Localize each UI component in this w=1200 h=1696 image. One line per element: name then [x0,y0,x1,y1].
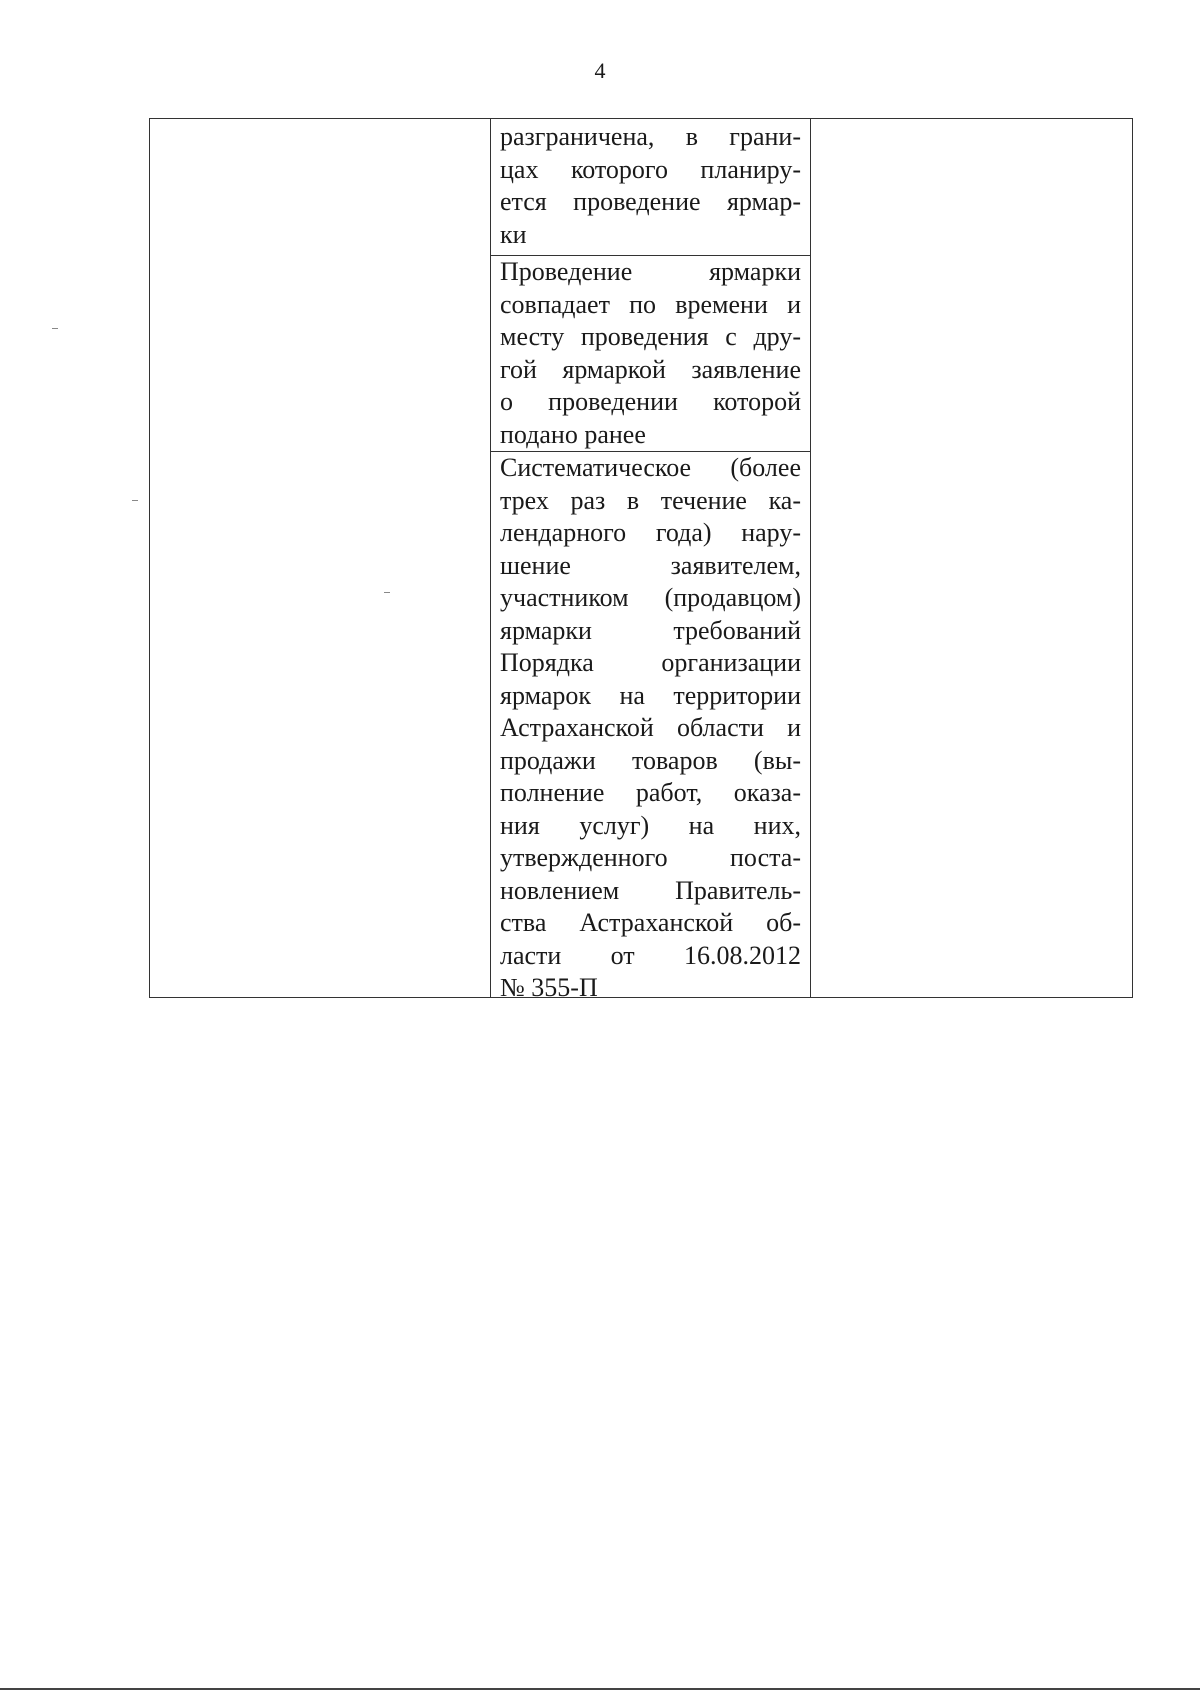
cell-text-line: о проведении которой [500,387,801,416]
cell-text-line: ласти от 16.08.2012 [500,940,801,970]
cell-text-line: цах которого планиру- [500,154,801,184]
cell-text-line: трех раз в течение ка- [500,485,801,515]
document-table [149,118,1133,1002]
cell-text-line: шение заявителем, [500,550,801,580]
cell-text-line: ния услуг) на них, [500,810,801,840]
cell-text-line: гой ярмаркой заявление [500,354,801,384]
cell-text-line: новлением Правитель- [500,875,801,905]
cell-text-line: лендарного года) нару- [500,518,801,547]
scan-speck [132,500,138,501]
table-cell-systematic-violation [490,451,810,1002]
table-column-left [150,119,491,997]
table-cell-schedule-conflict [490,255,810,451]
cell-text-line: № 355-П [500,973,598,1002]
cell-text-line: Порядка организации [500,648,801,677]
cell-text-line: ярмарок на территории [500,680,801,710]
cell-text-line: месту проведения с дру- [500,322,801,351]
page-number: 4 [594,58,606,83]
cell-text-line: ства Астраханской об- [500,908,801,937]
table-column-middle [490,119,810,1002]
cell-text-line: утвержденного поста- [500,843,801,872]
cell-text-line: подано ранее [500,419,646,449]
cell-text-line: разграничена, в грани- [500,122,801,151]
table-column-right [810,119,1132,997]
scan-speck [384,592,390,593]
cell-text-line: продажи товаров (вы- [500,745,801,775]
cell-text-line: Систематическое (более [500,453,801,482]
bottom-edge-rule [0,1688,1200,1690]
cell-text-line: Проведение ярмарки [500,257,801,286]
cell-text-line: участником (продавцом) [500,583,801,612]
cell-text-line: совпадает по времени и [500,289,801,319]
cell-text-line: полнение работ, оказа- [500,778,801,807]
cell-text-line: ярмарки требований [500,615,801,645]
cell-text-line: ется проведение ярмар- [500,187,801,216]
scan-speck [52,328,58,329]
cell-text-line: ки [500,219,527,249]
cell-text-line: Астраханской области и [500,713,801,742]
table-cell-boundaries [490,121,810,255]
